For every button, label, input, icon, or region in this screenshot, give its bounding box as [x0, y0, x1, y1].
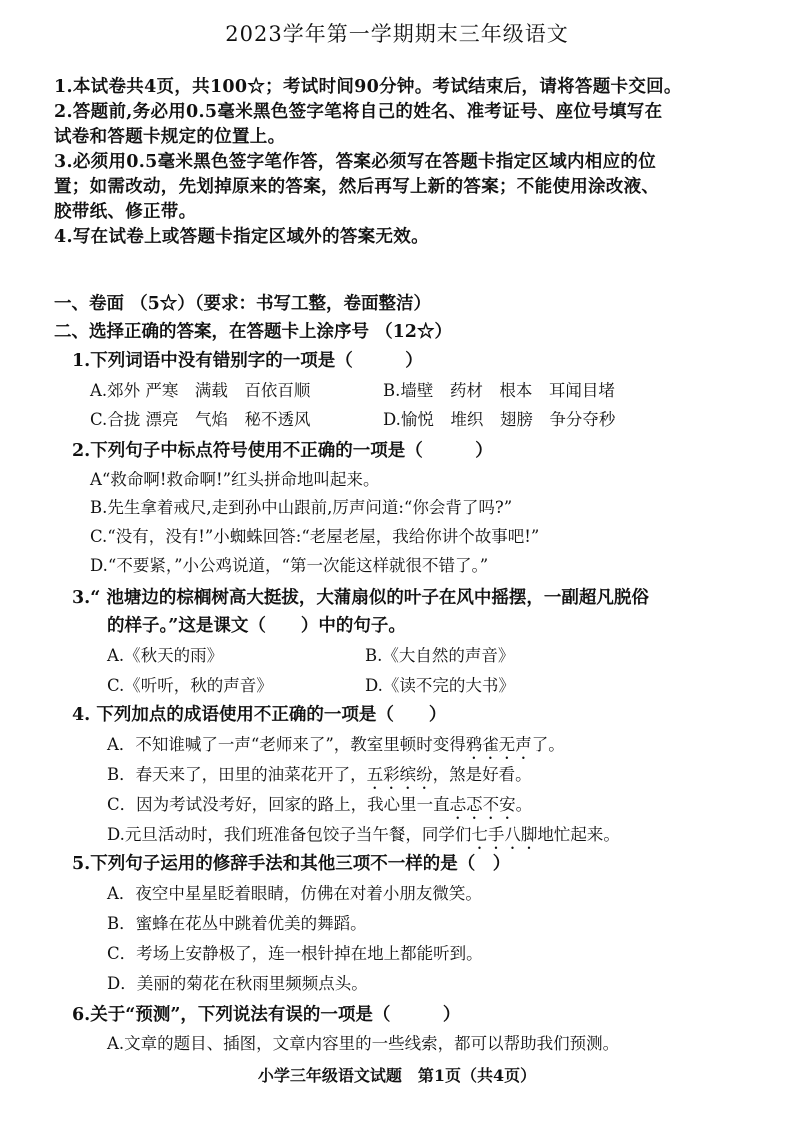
question-6-stem: 6.关于“预测”，下列说法有误的一项是（ ） [72, 1005, 461, 1025]
question-1-stem: 1.下列词语中没有错别字的一项是（ ） [72, 351, 423, 371]
question-3-stem: 3.“ 池塘边的棕榈树高大挺拔，大蒲扇似的叶子在风中摇摆，一副超凡脱俗 [72, 588, 649, 608]
question-5-stem: 5.下列句子运用的修辞手法和其他三项不一样的是（ ） [72, 854, 511, 874]
page-footer: 小学三年级语文试题 第1页（共4页） [257, 1066, 537, 1085]
exam-title: 2023学年第一学期期末三年级语文 [225, 22, 569, 46]
section-heading-2: 二、选择正确的答案，在答题卡上涂序号 （12☆） [54, 322, 452, 342]
option-text: B．春天来了，田里的油菜花开了， [107, 765, 367, 784]
question-3-option-d: D.《读不完的大书》 [365, 676, 515, 695]
instruction-line: 1.本试卷共4页，共100☆；考试时间90分钟。考试结束后，请将答题卡交回。 [54, 77, 682, 97]
question-4-option-a [107, 731, 565, 763]
question-5-option-c: C．考场上安静极了，连一根针掉在地上都能听到。 [107, 944, 483, 963]
question-3-stem-cont: 的样子。”这是课文（ ）中的句子。 [107, 616, 406, 636]
option-text: 地忙起来。 [537, 825, 620, 844]
option-text: 。 [515, 795, 533, 814]
instruction-line: 2.答题前,务必用0.5毫米黑色签字笔将自己的姓名、准考证号、座位号填写在 [54, 102, 663, 122]
instruction-line: 4.写在试卷上或答题卡指定区域外的答案无效。 [54, 227, 429, 247]
question-1-option-b: B.墙壁 药材 根本 耳闻目堵 [383, 381, 615, 400]
question-4-option-c [107, 791, 532, 823]
instruction-line: 3.必须用0.5毫米黑色签字笔作答，答案必须写在答题卡指定区域内相应的位 [54, 152, 657, 172]
dotted-idiom: 忐忑不安 [449, 795, 516, 814]
option-text: ，煞是好看。 [432, 765, 532, 784]
question-1-option-a: A.郊外 严寒 满载 百依百顺 [90, 381, 311, 400]
option-text: D.元旦活动时，我们班准备包饺子当午餐，同学们 [107, 825, 472, 844]
instruction-line: 置；如需改动，先划掉原来的答案，然后再写上新的答案；不能使用涂改液、 [54, 177, 660, 197]
question-4-stem: 4. 下列加点的成语使用不正确的一项是（ ） [72, 705, 447, 725]
question-4-option-b [107, 761, 532, 793]
dotted-idiom: 七手八脚 [471, 825, 538, 844]
section-heading-1: 一、卷面 （5☆）（要求：书写工整，卷面整洁） [54, 294, 432, 314]
question-1-option-c: C.合拢 漂亮 气焰 秘不透风 [90, 410, 311, 429]
dotted-idiom: 五彩缤纷 [366, 765, 433, 784]
question-3-option-c: C.《听听，秋的声音》 [107, 676, 273, 695]
question-5-option-a: A．夜空中星星眨着眼睛，仿佛在对着小朋友微笑。 [107, 884, 482, 903]
question-5-option-d: D．美丽的菊花在秋雨里频频点头。 [107, 974, 368, 993]
question-3-option-a: A.《秋天的雨》 [107, 646, 224, 665]
question-5-option-b: B．蜜蜂在花丛中跳着优美的舞蹈。 [107, 914, 367, 933]
instruction-line: 试卷和答题卡规定的位置上。 [54, 127, 286, 147]
question-1-option-d: D.愉悦 堆织 翅膀 争分夺秒 [383, 410, 616, 429]
question-2-stem: 2.下列句子中标点符号使用不正确的一项是（ ） [72, 441, 493, 461]
question-2-option-b: B.先生拿着戒尺,走到孙中山跟前,厉声问道:“你会背了吗?” [90, 498, 513, 517]
option-text: A．不知谁喊了一声“老师来了”，教室里顿时变得 [107, 735, 466, 754]
instruction-line: 胶带纸、修正带。 [54, 202, 197, 222]
question-4-option-d [107, 821, 620, 853]
question-2-option-a: A“救命啊!救命啊!”红头拼命地叫起来。 [90, 470, 380, 489]
question-2-option-c: C.“没有，没有!”小蜘蛛回答:“老屋老屋，我给你讲个故事吧!” [90, 527, 540, 546]
question-6-option-a: A.文章的题目、插图，文章内容里的一些线索，都可以帮助我们预测。 [107, 1034, 620, 1053]
question-3-option-b: B.《大自然的声音》 [365, 646, 515, 665]
option-text: C．因为考试没考好，回家的路上，我心里一直 [107, 795, 450, 814]
option-text: 了。 [531, 735, 565, 754]
dotted-idiom: 鸦雀无声 [465, 735, 532, 754]
question-2-option-d: D.“不要紧，”小公鸡说道，“第一次能这样就很不错了。” [90, 556, 489, 575]
